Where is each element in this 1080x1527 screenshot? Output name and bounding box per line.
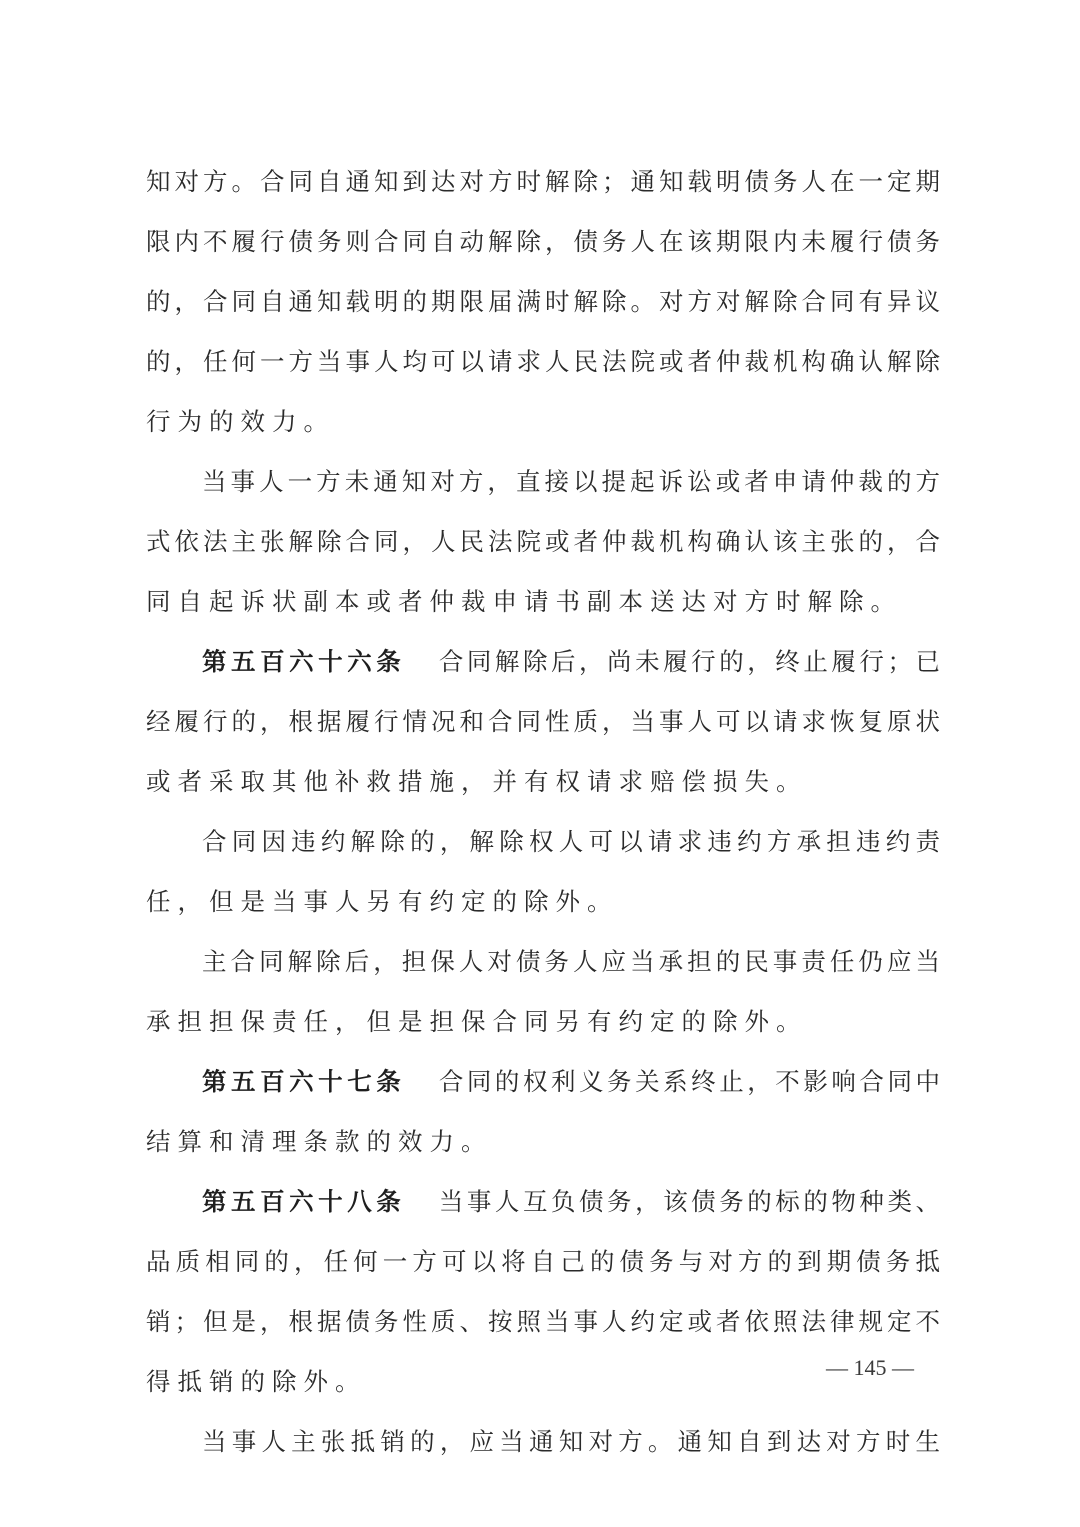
text-line: 的，合同自通知载明的期限届满时解除。对方对解除合同有异议 (146, 287, 940, 316)
text-line: 的，任何一方当事人均可以请求人民法院或者仲裁机构确认解除 (146, 347, 940, 376)
text-line: 同自起诉状副本或者仲裁申请书副本送达对方时解除。 (146, 587, 902, 616)
document-body (146, 152, 940, 1472)
page-number: — 145 — (826, 1355, 914, 1380)
article-text: 当事人互负债务，该债务的标的物种类、 (435, 1187, 940, 1216)
article-heading-567: 第五百六十七条 (202, 1067, 406, 1096)
article-text: 合同的权利义务关系终止，不影响合同中 (435, 1067, 940, 1096)
text-line: 知对方。合同自通知到达对方时解除；通知载明债务人在一定期 (146, 167, 940, 196)
text-line: 式依法主张解除合同，人民法院或者仲裁机构确认该主张的，合 (146, 527, 940, 556)
text-line: 限内不履行债务则合同自动解除，债务人在该期限内未履行债务 (146, 227, 940, 256)
text-line: 结算和清理条款的效力。 (146, 1127, 493, 1156)
article-first-line (146, 1172, 940, 1232)
text-line: 品质相同的，任何一方可以将自己的债务与对方的到期债务抵 (146, 1247, 940, 1276)
text-line: 当事人一方未通知对方，直接以提起诉讼或者申请仲裁的方 (202, 467, 940, 496)
article-heading-568: 第五百六十八条 (202, 1187, 406, 1216)
text-line: 得抵销的除外。 (146, 1367, 367, 1396)
text-line: 主合同解除后，担保人对债务人应当承担的民事责任仍应当 (202, 947, 940, 976)
text-line: 当事人主张抵销的，应当通知对方。通知自到达对方时生 (202, 1427, 940, 1456)
text-line: 或者采取其他补救措施，并有权请求赔偿损失。 (146, 767, 808, 796)
text-line: 经履行的，根据履行情况和合同性质，当事人可以请求恢复原状 (146, 707, 940, 736)
text-line: 合同因违约解除的，解除权人可以请求违约方承担违约责 (202, 827, 940, 856)
article-heading-566: 第五百六十六条 (202, 647, 406, 676)
text-line: 任，但是当事人另有约定的除外。 (146, 887, 619, 916)
article-text: 合同解除后，尚未履行的，终止履行；已 (435, 647, 940, 676)
text-line: 销；但是，根据债务性质、按照当事人约定或者依照法律规定不 (146, 1307, 940, 1336)
text-line: 行为的效力。 (146, 407, 335, 436)
article-first-line (146, 632, 940, 692)
article-first-line (146, 1052, 940, 1112)
text-line: 承担担保责任，但是担保合同另有约定的除外。 (146, 1007, 808, 1036)
